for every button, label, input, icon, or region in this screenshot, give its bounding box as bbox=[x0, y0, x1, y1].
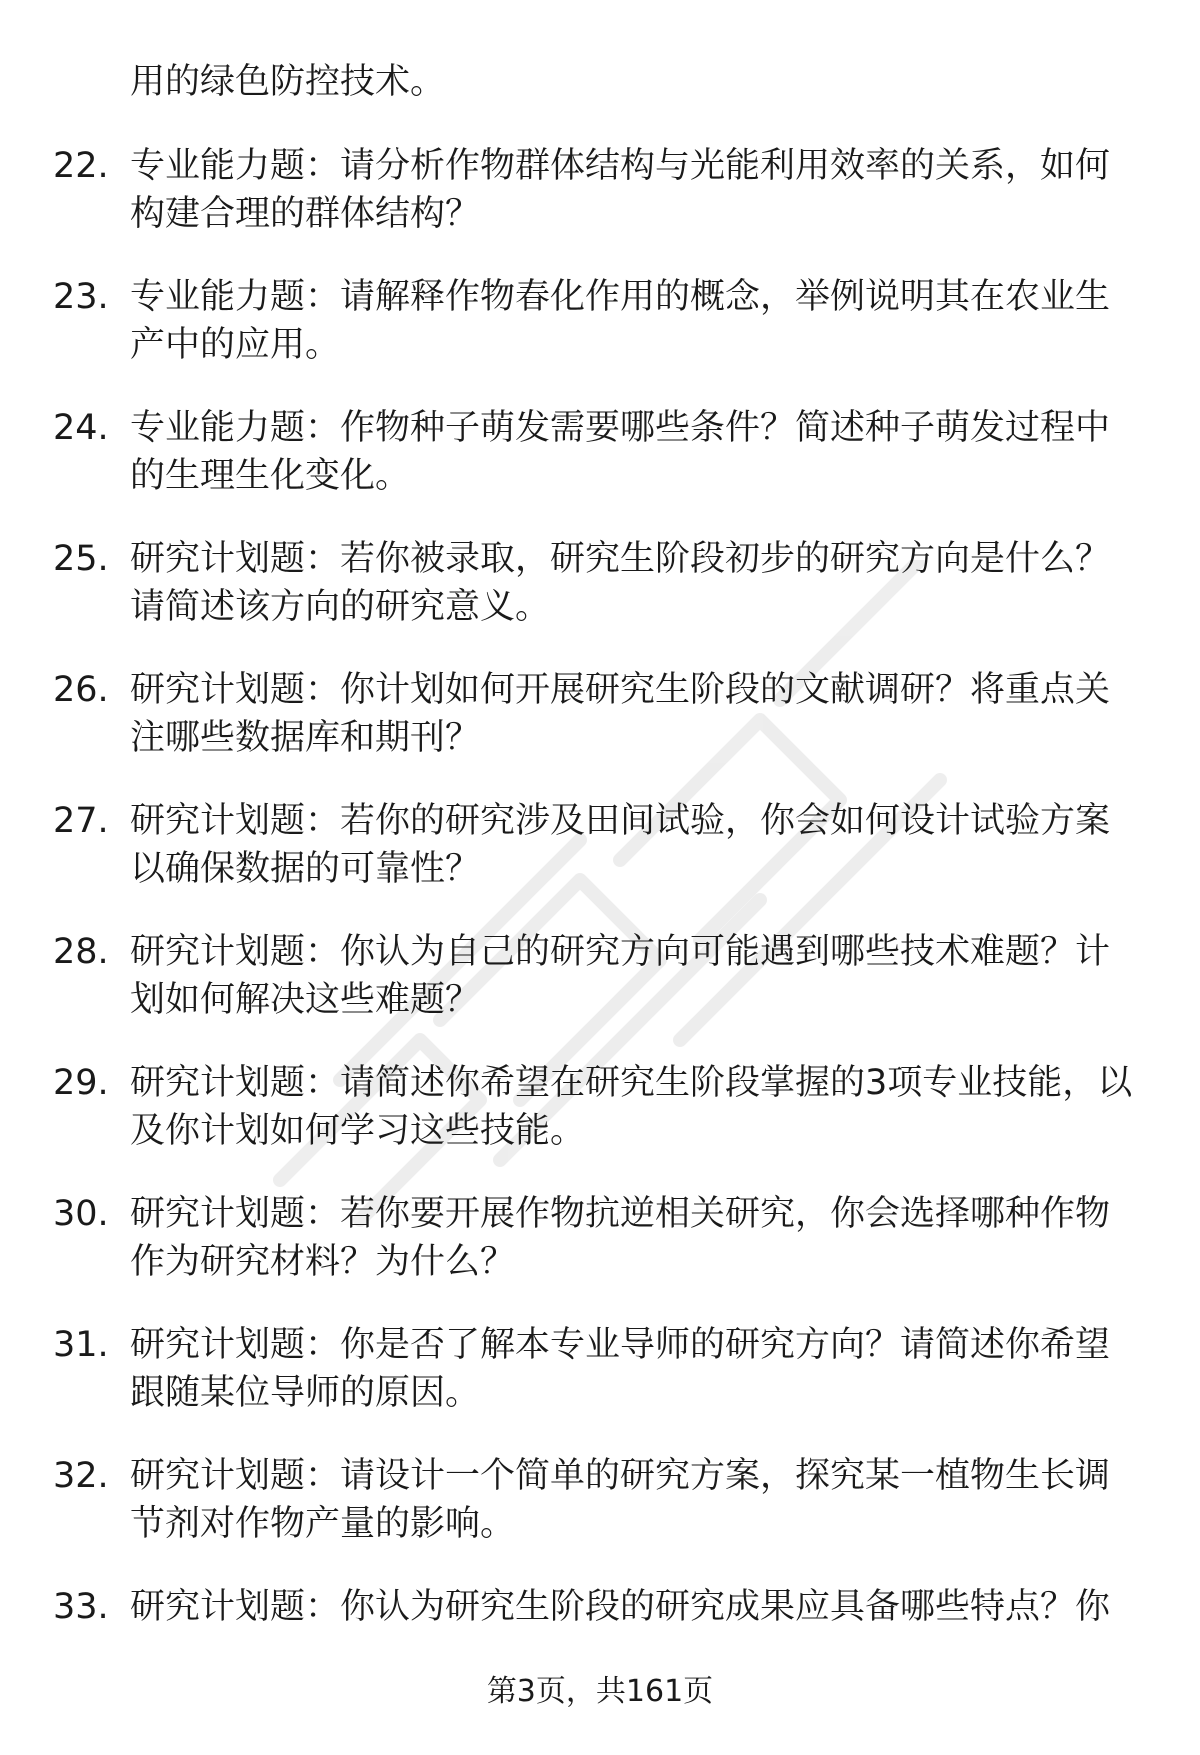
question-number: 31. bbox=[53, 1325, 109, 1365]
question-number: 28. bbox=[53, 932, 109, 972]
question-text bbox=[130, 1321, 1150, 1417]
question-line: 研究计划题：若你的研究涉及田间试验，你会如何设计试验方案 bbox=[130, 801, 1111, 841]
question-text bbox=[130, 404, 1150, 500]
question-text bbox=[130, 273, 1150, 369]
continuation-text: 用的绿色防控技术。 bbox=[130, 62, 446, 102]
question-item bbox=[0, 928, 1200, 1059]
question-line: 以确保数据的可靠性？ bbox=[130, 849, 481, 889]
question-line: 划如何解决这些难题？ bbox=[130, 980, 481, 1020]
question-number: 26. bbox=[53, 670, 109, 710]
question-line: 跟随某位导师的原因。 bbox=[130, 1373, 481, 1413]
question-number: 32. bbox=[53, 1456, 109, 1496]
question-line: 研究计划题：请简述你希望在研究生阶段掌握的3项专业技能，以 bbox=[130, 1063, 1133, 1103]
question-number: 23. bbox=[53, 277, 109, 317]
question-line: 产中的应用。 bbox=[130, 325, 341, 365]
question-line: 研究计划题：你是否了解本专业导师的研究方向？请简述你希望 bbox=[130, 1325, 1111, 1365]
question-item bbox=[0, 404, 1200, 535]
question-line: 专业能力题：请解释作物春化作用的概念，举例说明其在农业生 bbox=[130, 277, 1111, 317]
question-number: 29. bbox=[53, 1063, 109, 1103]
question-item bbox=[0, 797, 1200, 928]
page-footer: 第3页，共161页 bbox=[486, 1674, 714, 1709]
question-list bbox=[0, 142, 1200, 1714]
question-line: 的生理生化变化。 bbox=[130, 456, 411, 496]
question-line: 研究计划题：请设计一个简单的研究方案，探究某一植物生长调 bbox=[130, 1456, 1111, 1496]
question-number: 27. bbox=[53, 801, 109, 841]
question-number: 22. bbox=[53, 146, 109, 186]
question-number: 30. bbox=[53, 1194, 109, 1234]
question-item bbox=[0, 142, 1200, 273]
question-text bbox=[130, 797, 1150, 893]
question-item bbox=[0, 1452, 1200, 1583]
question-number: 33. bbox=[53, 1587, 109, 1627]
question-line: 专业能力题：作物种子萌发需要哪些条件？简述种子萌发过程中 bbox=[130, 408, 1111, 448]
question-line: 作为研究材料？为什么？ bbox=[130, 1242, 516, 1282]
question-text bbox=[130, 1452, 1150, 1548]
question-text bbox=[130, 928, 1150, 1024]
question-line: 研究计划题：你认为研究生阶段的研究成果应具备哪些特点？你 bbox=[130, 1587, 1111, 1627]
question-line: 节剂对作物产量的影响。 bbox=[130, 1504, 516, 1544]
question-text bbox=[130, 535, 1150, 631]
question-line: 专业能力题：请分析作物群体结构与光能利用效率的关系，如何 bbox=[130, 146, 1111, 186]
question-item bbox=[0, 666, 1200, 797]
question-line: 研究计划题：若你被录取，研究生阶段初步的研究方向是什么？ bbox=[130, 539, 1111, 579]
question-line: 注哪些数据库和期刊？ bbox=[130, 718, 481, 758]
question-item bbox=[0, 535, 1200, 666]
question-line: 构建合理的群体结构？ bbox=[130, 194, 481, 234]
question-text bbox=[130, 666, 1150, 762]
question-text bbox=[130, 1059, 1150, 1155]
question-line: 及你计划如何学习这些技能。 bbox=[130, 1111, 586, 1151]
question-text bbox=[130, 1190, 1150, 1286]
question-line: 研究计划题：你计划如何开展研究生阶段的文献调研？将重点关 bbox=[130, 670, 1111, 710]
question-line: 研究计划题：若你要开展作物抗逆相关研究，你会选择哪种作物 bbox=[130, 1194, 1111, 1234]
question-item bbox=[0, 1059, 1200, 1190]
question-number: 24. bbox=[53, 408, 109, 448]
question-line: 研究计划题：你认为自己的研究方向可能遇到哪些技术难题？计 bbox=[130, 932, 1111, 972]
question-line: 请简述该方向的研究意义。 bbox=[130, 587, 551, 627]
question-item bbox=[0, 273, 1200, 404]
question-number: 25. bbox=[53, 539, 109, 579]
question-item bbox=[0, 1321, 1200, 1452]
question-text bbox=[130, 142, 1150, 238]
question-text bbox=[130, 1583, 1150, 1631]
question-item bbox=[0, 1190, 1200, 1321]
